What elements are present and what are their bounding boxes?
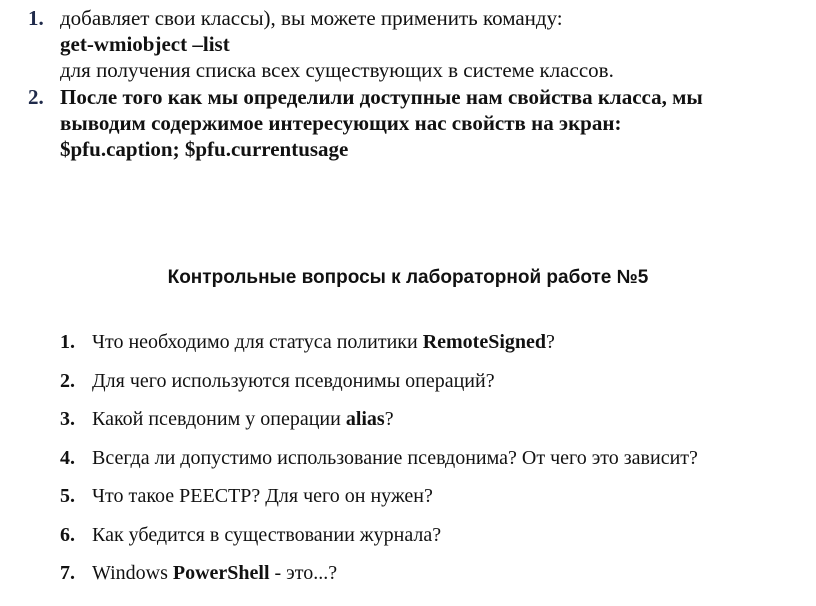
question-term: RemoteSigned	[422, 331, 547, 353]
question-fragment: ?	[384, 408, 394, 430]
question-fragment: Что необходимо для статуса политики	[92, 331, 423, 353]
question-text	[92, 561, 337, 585]
question-fragment: Как убедится в существовании журнала?	[92, 524, 442, 546]
step-1-line-1: добавляет свои классы), вы можете применить команду:	[60, 6, 563, 30]
question-text	[92, 523, 441, 547]
question-term: alias	[345, 408, 385, 430]
question-number: 2.	[60, 370, 75, 392]
question-fragment: Какой псевдоним у операции	[92, 408, 346, 430]
section-heading: Контрольные вопросы к лабораторной работе №5	[167, 267, 649, 288]
step-2-command: $pfu.caption; $pfu.currentusage	[60, 137, 349, 161]
question-number: 6.	[60, 524, 75, 546]
question-text	[92, 484, 433, 508]
question-number: 1.	[60, 331, 75, 353]
step-1-line-3: для получения списка всех существующих в системе классов.	[60, 58, 614, 82]
question-fragment: ?	[546, 331, 555, 353]
step-number: 2.	[28, 85, 44, 109]
step-1-command: get-wmiobject –list	[60, 32, 230, 56]
question-number: 5.	[60, 485, 75, 507]
step-2-line-1: После того как мы определили доступные нам свойства класса, мы	[60, 85, 703, 109]
question-fragment: Всегда ли допустимо использование псевдонима? От чего это зависит?	[92, 447, 698, 469]
question-fragment: Windows	[92, 562, 173, 584]
question-fragment: - это...?	[269, 562, 338, 584]
question-text	[92, 369, 495, 393]
question-fragment: Что такое РЕЕСТР? Для чего он нужен?	[92, 485, 433, 507]
step-number: 1.	[28, 6, 44, 30]
question-number: 4.	[60, 447, 75, 469]
question-text	[92, 446, 698, 470]
question-number: 3.	[60, 408, 75, 430]
question-number: 7.	[60, 562, 75, 584]
step-2-line-2: выводим содержимое интересующих нас свойств на экран:	[60, 111, 622, 135]
question-term: PowerShell	[172, 562, 270, 584]
question-fragment: Для чего используются псевдонимы операций?	[92, 370, 495, 392]
question-text	[92, 407, 394, 431]
question-text	[92, 330, 555, 354]
